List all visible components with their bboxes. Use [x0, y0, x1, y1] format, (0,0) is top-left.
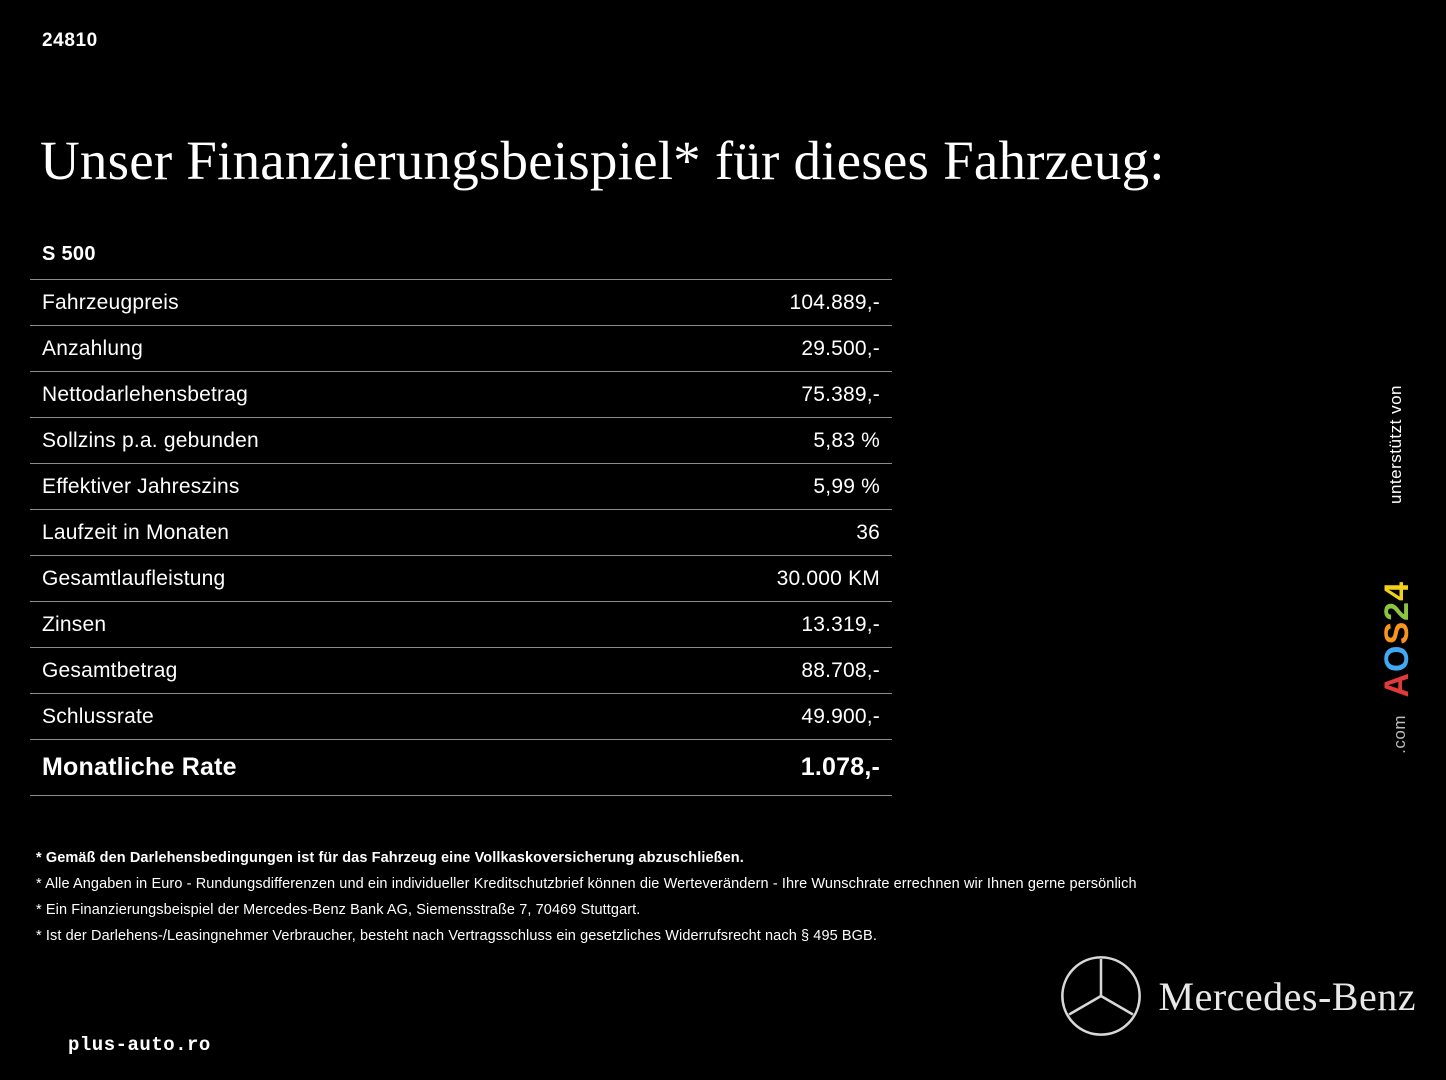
- sponsor-logo-char: A: [1378, 671, 1416, 698]
- financing-table: [30, 243, 892, 796]
- total-label: Monatliche Rate: [42, 753, 237, 781]
- sponsor-prefix-label: unterstützt von: [1386, 385, 1405, 505]
- vehicle-model-label: S 500: [42, 243, 96, 265]
- table-row: [30, 601, 892, 647]
- row-value: 5,99 %: [813, 475, 880, 498]
- row-value: 49.900,-: [801, 705, 880, 728]
- row-label: Fahrzeugpreis: [42, 291, 179, 314]
- row-value: 13.319,-: [801, 613, 880, 636]
- footnote-item: * Alle Angaben in Euro - Rundungsdifferenzen und ein individueller Kreditschutzbrief können die Werteverändern - Ihre Wunschrate errechnen wir Ihnen gerne persönlich: [36, 876, 1137, 892]
- table-row: [30, 279, 892, 325]
- table-row: [30, 325, 892, 371]
- table-row: [30, 647, 892, 693]
- table-row: [30, 463, 892, 509]
- row-value: 104.889,-: [789, 291, 880, 314]
- row-value: 29.500,-: [801, 337, 880, 360]
- row-value: 88.708,-: [801, 659, 880, 682]
- table-row-total: [30, 739, 892, 796]
- row-label: Nettodarlehensbetrag: [42, 383, 248, 406]
- row-label: Zinsen: [42, 613, 107, 636]
- brand-lockup: [1059, 954, 1416, 1038]
- page-title: Unser Finanzierungsbeispiel* für dieses Fahrzeug:: [40, 129, 1165, 191]
- brand-name: Mercedes-Benz: [1158, 973, 1416, 1019]
- row-value: 75.389,-: [801, 383, 880, 406]
- sponsor-logo-char: S: [1378, 620, 1416, 645]
- row-label: Sollzins p.a. gebunden: [42, 429, 259, 452]
- table-row: [30, 693, 892, 739]
- total-value: 1.078,-: [800, 753, 880, 781]
- row-value: 36: [856, 521, 880, 544]
- sponsor-logo-char: 4: [1378, 581, 1416, 601]
- footnote-item: * Ein Finanzierungsbeispiel der Mercedes-Benz Bank AG, Siemensstraße 7, 70469 Stuttgart.: [36, 902, 641, 918]
- table-row: [30, 509, 892, 555]
- row-label: Laufzeit in Monaten: [42, 521, 230, 544]
- site-watermark: plus-auto.ro: [68, 1034, 211, 1056]
- footnote-item: * Gemäß den Darlehensbedingungen ist für das Fahrzeug eine Vollkaskoversicherung abzuschließen.: [36, 850, 744, 866]
- table-row: [30, 417, 892, 463]
- row-label: Anzahlung: [42, 337, 144, 360]
- row-value: 30.000 KM: [776, 567, 880, 590]
- footnote-item: * Ist der Darlehens-/Leasingnehmer Verbraucher, besteht nach Vertragsschluss ein gesetzliches Widerrufsrecht nach § 495 BGB.: [36, 928, 877, 944]
- row-label: Effektiver Jahreszins: [42, 475, 240, 498]
- sponsor-logo-char: O: [1378, 644, 1416, 672]
- sponsor-block: [1378, 385, 1424, 805]
- table-row: [30, 555, 892, 601]
- mercedes-star-icon: [1059, 954, 1143, 1038]
- reference-number: 24810: [42, 30, 98, 51]
- row-label: Gesamtbetrag: [42, 659, 178, 682]
- sponsor-domain-label: .com: [1390, 715, 1409, 754]
- row-value: 5,83 %: [813, 429, 880, 452]
- row-label: Gesamtlaufleistung: [42, 567, 226, 590]
- table-row: [30, 371, 892, 417]
- sponsor-logo: [1380, 581, 1414, 698]
- sponsor-logo-char: 2: [1378, 600, 1416, 621]
- footnotes: [36, 845, 1416, 949]
- row-label: Schlussrate: [42, 705, 154, 728]
